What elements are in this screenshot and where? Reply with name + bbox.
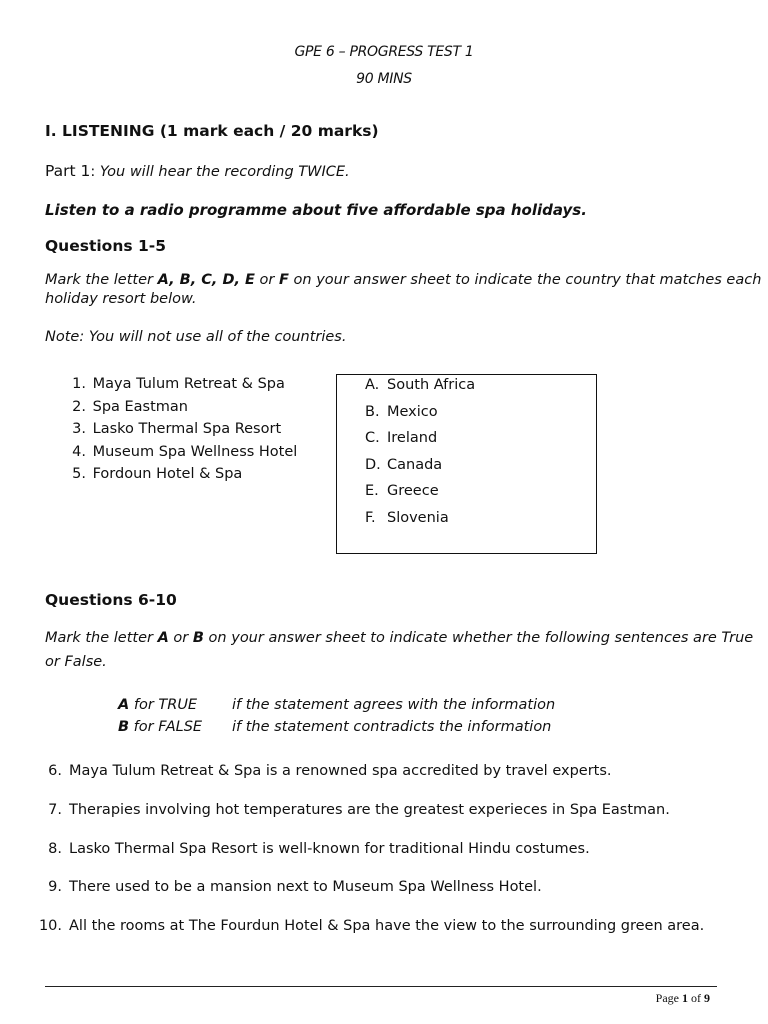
instr-text-1: Mark the letter	[45, 272, 158, 288]
list-item	[62, 396, 297, 419]
test-title: GPE 6 – PROGRESS TEST 1	[294, 44, 474, 60]
option-text: Slovenia	[387, 509, 449, 526]
listening-intro: Listen to a radio programme about five affordable spa holidays.	[45, 201, 587, 219]
part1-text: You will hear the recording	[99, 164, 299, 180]
part1-period: .	[345, 164, 350, 180]
statement-text: Maya Tulum Retreat & Spa is a renowned spa accredited by travel experts.	[69, 763, 612, 779]
statement-text: Therapies involving hot temperatures are the greatest experieces in Spa Eastman.	[69, 802, 670, 818]
of-word: of	[688, 991, 704, 1005]
list-item	[365, 402, 475, 429]
statement-text: All the rooms at The Fourdun Hotel & Spa have the view to the surrounding green area.	[69, 918, 705, 934]
part1-label: Part 1	[45, 162, 91, 180]
option-letter: F.	[365, 509, 376, 526]
country-list	[365, 375, 475, 534]
list-item	[365, 375, 475, 402]
list-item	[62, 373, 297, 396]
instr-letters: A, B, C, D, E	[157, 272, 255, 288]
instr-letter-b: B	[192, 630, 204, 646]
questions-1-5-heading: Questions 1-5	[45, 237, 166, 255]
statement-item	[38, 802, 670, 818]
page-word: Page	[655, 991, 682, 1005]
instr-text-2: on your answer sheet to indicate the country that matches each	[288, 272, 762, 288]
country-options-box	[336, 374, 597, 554]
statement-item	[38, 918, 704, 934]
key-word: TRUE	[158, 697, 198, 713]
item-text: Lasko Thermal Spa Resort	[92, 421, 282, 437]
option-letter: D.	[365, 456, 381, 473]
key-letter: A	[118, 697, 130, 713]
key-word: FALSE	[158, 719, 203, 735]
list-item	[62, 441, 297, 464]
key-letter: B	[118, 719, 130, 735]
item-number: 1.	[72, 376, 86, 392]
statement-item	[38, 841, 590, 857]
statement-item	[38, 763, 612, 779]
item-number: 4.	[72, 443, 86, 460]
list-item	[62, 418, 297, 441]
statement-number: 8.	[48, 841, 62, 857]
statement-number: 9.	[48, 879, 62, 895]
instr-text-2: on your answer sheet to indicate whether the following sentences are True	[203, 630, 754, 646]
option-letter: C.	[365, 430, 380, 446]
questions-6-10-heading: Questions 6-10	[45, 591, 177, 609]
list-item	[365, 508, 475, 535]
page-footer	[656, 991, 710, 1006]
option-text: Ireland	[387, 430, 438, 446]
statement-text: There used to be a mansion next to Museum Spa Wellness Hotel.	[69, 879, 542, 895]
item-text: Spa Eastman	[92, 398, 188, 415]
item-number: 5.	[72, 466, 86, 482]
questions-6-10-instruction	[45, 630, 753, 646]
key-false-desc: if the statement contradicts the information	[232, 719, 552, 735]
key-false	[118, 719, 202, 735]
questions-1-5-note: Note: You will not use all of the countries.	[45, 329, 347, 345]
item-text: Museum Spa Wellness Hotel	[92, 443, 298, 460]
item-number: 3.	[72, 421, 86, 437]
page-number: 1	[682, 991, 688, 1005]
instr-letter-f: F	[279, 272, 289, 288]
instr-text-1: Mark the letter	[45, 630, 158, 646]
statement-text: Lasko Thermal Spa Resort is well-known for traditional Hindu costumes.	[69, 841, 590, 857]
key-for: for	[129, 719, 159, 735]
list-item	[365, 455, 475, 482]
questions-6-10-instruction-line2: or False.	[45, 654, 107, 670]
statement-number: 6.	[48, 763, 62, 779]
key-true	[118, 697, 197, 713]
list-item	[365, 428, 475, 455]
option-letter: A.	[365, 377, 380, 393]
option-text: Mexico	[387, 403, 438, 420]
list-item	[62, 463, 297, 486]
key-for: for	[129, 697, 159, 713]
key-true-desc: if the statement agrees with the information	[232, 697, 556, 713]
option-text: Greece	[387, 483, 439, 499]
instr-or: or	[168, 630, 193, 646]
list-item	[365, 481, 475, 508]
statement-number: 7.	[48, 802, 62, 818]
footer-divider	[45, 986, 717, 987]
item-text: Fordoun Hotel & Spa	[92, 466, 243, 482]
option-letter: B.	[365, 403, 380, 420]
instr-or: or	[254, 272, 280, 288]
part1-instruction	[45, 162, 350, 180]
option-text: Canada	[387, 456, 443, 473]
item-text: Maya Tulum Retreat & Spa	[92, 376, 285, 392]
questions-1-5-instruction	[45, 272, 761, 288]
option-text: South Africa	[387, 377, 476, 393]
instr-letter-a: A	[157, 630, 169, 646]
part1-colon: :	[90, 164, 100, 180]
test-duration: 90 MINS	[356, 71, 412, 87]
option-letter: E.	[365, 483, 379, 499]
statement-item	[38, 879, 542, 895]
questions-1-5-instruction-line2: holiday resort below.	[45, 291, 197, 307]
section-heading: I. LISTENING (1 mark each / 20 marks)	[45, 122, 379, 140]
part1-twice: TWICE	[298, 164, 346, 180]
statement-number: 10.	[38, 918, 62, 934]
page-total: 9	[704, 991, 710, 1005]
item-number: 2.	[72, 398, 86, 415]
resort-list	[62, 373, 297, 486]
